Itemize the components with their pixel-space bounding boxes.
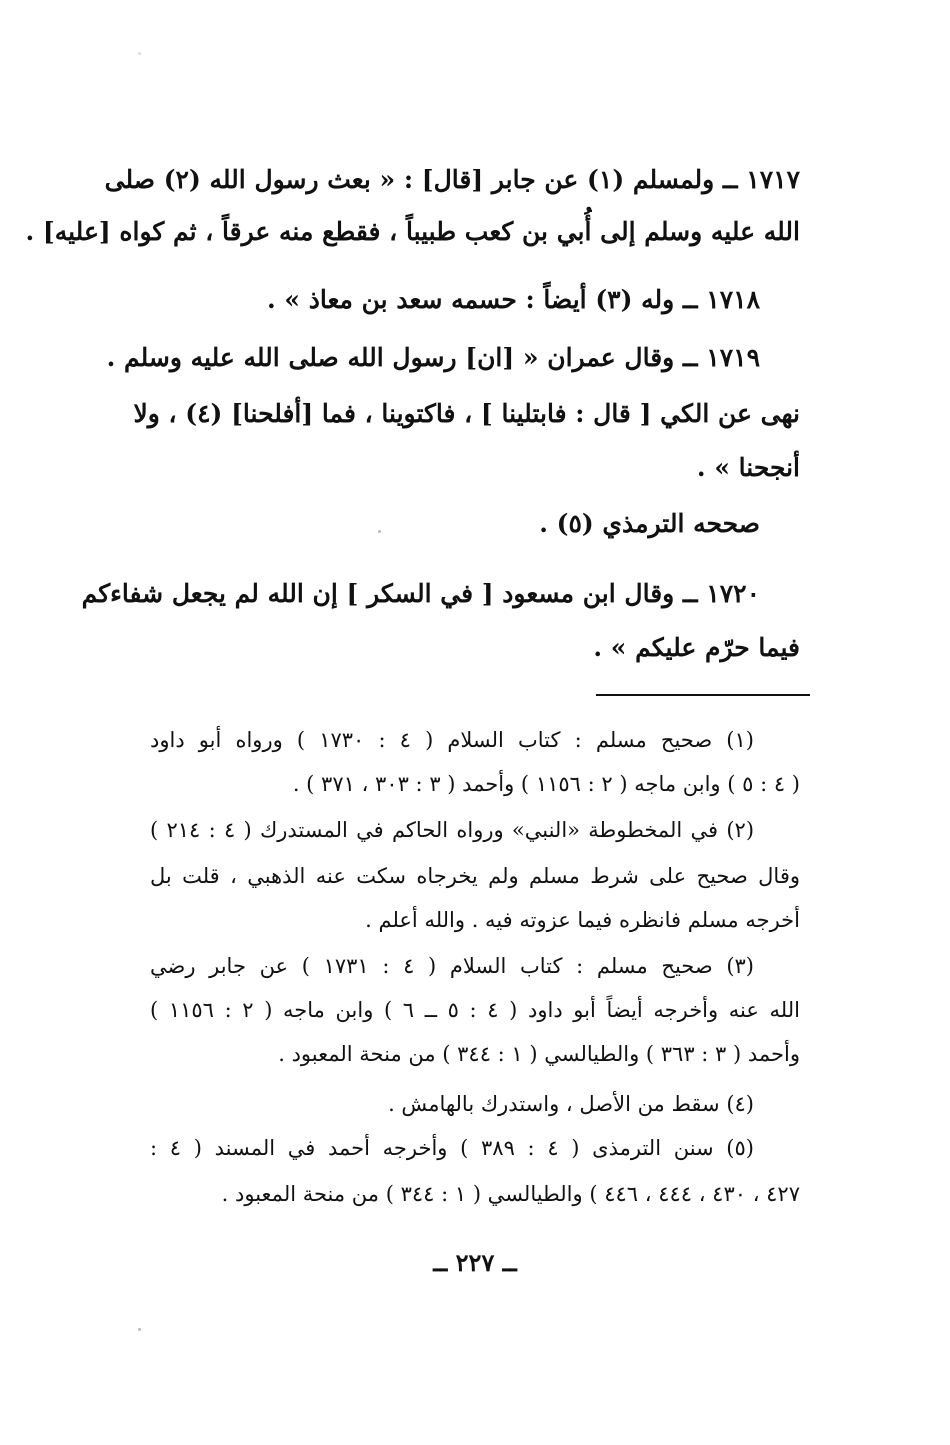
footnote-3-line-1: (٣) صحيح مسلم : كتاب السلام ( ٤ : ١٧٣١ ) عن جابر رضي: [150, 954, 754, 978]
tirmidhi-note: صححه الترمذي (٥) .: [539, 509, 760, 538]
hadith-1717-line-1: ١٧١٧ ــ ولمسلم (١) عن جابر [قال] : « بعث رسول الله (٢) صلى: [104, 165, 800, 194]
scan-speck: [378, 530, 381, 533]
hadith-1719-line-2: نهى عن الكي [ قال : فابتلينا ] ، فاكتوينا ، فما [أفلحنا] (٤) ، ولا: [133, 399, 800, 428]
hadith-1719-line-1: ١٧١٩ ــ وقال عمران « [ان] رسول الله صلى الله عليه وسلم .: [106, 343, 760, 372]
footnote-3-line-2: الله عنه وأخرجه أيضاً أبو داود ( ٤ : ٥ ــ ٦ ) وابن ماجه ( ٢ : ١١٥٦ ): [150, 998, 800, 1022]
footnote-2-line-3: أخرجه مسلم فانظره فيما عزوته فيه . والله أعلم .: [365, 908, 800, 932]
footnote-2-line-2: وقال صحيح على شرط مسلم ولم يخرجاه سكت عنه الذهبي ، قلت بل: [150, 864, 800, 888]
page-number: ــ ٢٢٧ ــ: [433, 1248, 517, 1277]
footnote-4-line-1: (٤) سقط من الأصل ، واستدرك بالهامش .: [388, 1092, 754, 1116]
scan-speck: [138, 1328, 141, 1331]
footnote-5-line-2: ٤٢٧ ، ٤٣٠ ، ٤٤٤ ، ٤٤٦ ) والطيالسي ( ١ : ٣٤٤ ) من منحة المعبود .: [221, 1182, 800, 1206]
hadith-1720-line-1: ١٧٢٠ ــ وقال ابن مسعود [ في السكر ] إن الله لم يجعل شفاءكم: [81, 579, 760, 608]
footnote-1-line-1: (١) صحيح مسلم : كتاب السلام ( ٤ : ١٧٣٠ ) ورواه أبو داود: [150, 728, 754, 752]
scan-speck: [138, 52, 141, 55]
footnote-3-line-3: وأحمد ( ٣ : ٣٦٣ ) والطيالسي ( ١ : ٣٤٤ ) من منحة المعبود .: [278, 1042, 800, 1066]
footnote-1-line-2: ( ٤ : ٥ ) وابن ماجه ( ٢ : ١١٥٦ ) وأحمد ( ٣ : ٣٠٣ ، ٣٧١ ) .: [292, 772, 800, 796]
footnote-5-line-1: (٥) سنن الترمذى ( ٤ : ٣٨٩ ) وأخرجه أحمد في المسند ( ٤ :: [150, 1136, 754, 1160]
footnote-separator: [596, 694, 810, 696]
footnote-2-line-1: (٢) في المخطوطة «النبي» ورواه الحاكم في المستدرك ( ٤ : ٢١٤ ): [150, 818, 755, 842]
hadith-1719-line-3: أنجحنا » .: [696, 453, 800, 482]
hadith-1720-line-2: فيما حرّم عليكم » .: [593, 633, 800, 662]
hadith-1718-line-1: ١٧١٨ ــ وله (٣) أيضاً : حسمه سعد بن معاذ » .: [267, 285, 760, 314]
hadith-1717-line-2: الله عليه وسلم إلى أُبي بن كعب طبيباً ، فقطع منه عرقاً ، ثم كواه [عليه] .: [25, 217, 800, 246]
